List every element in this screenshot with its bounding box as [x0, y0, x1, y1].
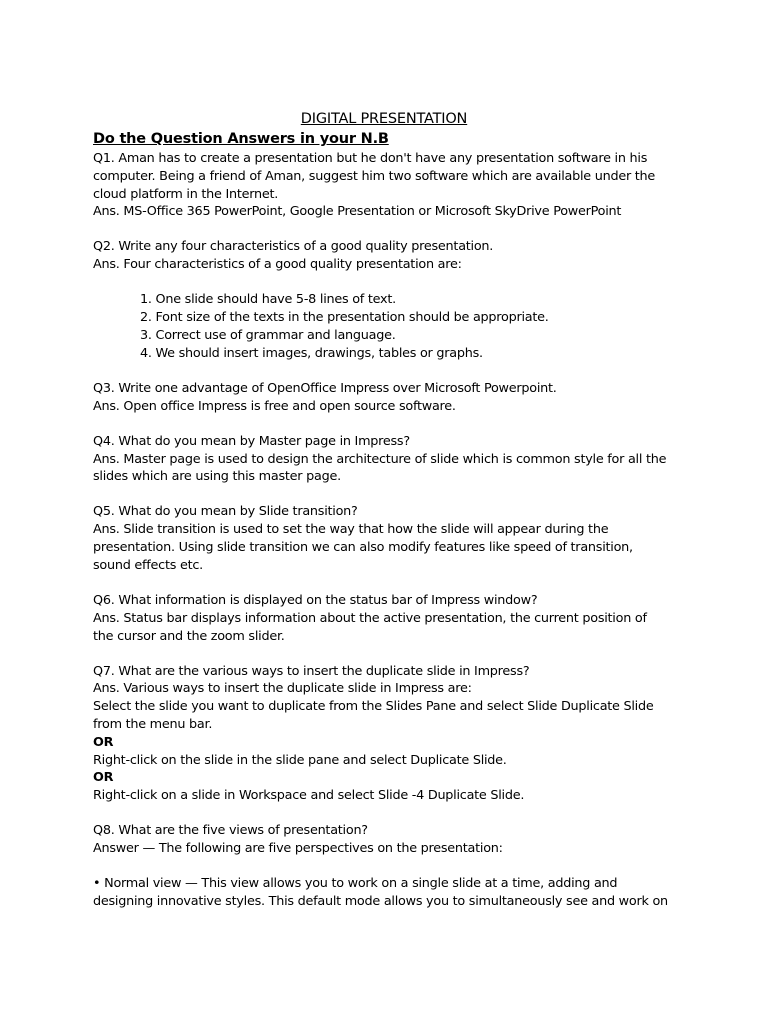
list-item: 3. Correct use of grammar and language.: [140, 327, 396, 343]
question-block-q8: [93, 822, 683, 910]
q7-way-1-line: Select the slide you want to duplicate from the Slides Pane and select Slide Duplicate Slide: [93, 699, 654, 715]
q4-answer-line: Ans. Master page is used to design the architecture of slide which is common style for all the: [93, 451, 667, 467]
q7-or-separator: OR: [93, 770, 114, 786]
q1-question-line: cloud platform in the Internet.: [93, 186, 279, 202]
question-block-q1: [93, 150, 683, 221]
q7-or-separator: OR: [93, 734, 114, 750]
q1-answer: Ans. MS-Office 365 PowerPoint, Google Presentation or Microsoft SkyDrive PowerPoint: [93, 204, 622, 220]
q7-question: Q7. What are the various ways to insert the duplicate slide in Impress?: [93, 663, 530, 679]
list-item: 2. Font size of the texts in the presentation should be appropriate.: [140, 310, 549, 326]
q5-answer-line: presentation. Using slide transition we can also modify features like speed of transition,: [93, 540, 633, 556]
question-block-q5: [93, 503, 683, 574]
question-block-q4: [93, 433, 683, 486]
question-block-q7: [93, 663, 683, 805]
q7-way-2: Right-click on the slide in the slide pane and select Duplicate Slide.: [93, 752, 507, 768]
q1-question-line: Q1. Aman has to create a presentation but he don't have any presentation software in his: [93, 151, 648, 166]
q2-answer-intro: Ans. Four characteristics of a good quality presentation are:: [93, 257, 462, 273]
q4-answer-line: slides which are using this master page.: [93, 469, 341, 485]
list-item: 4. We should insert images, drawings, tables or graphs.: [140, 345, 483, 361]
q5-answer-line: sound effects etc.: [93, 557, 203, 573]
q2-characteristics-list: [93, 291, 683, 362]
q6-question: Q6. What information is displayed on the status bar of Impress window?: [93, 592, 538, 608]
list-item: 1. One slide should have 5-8 lines of text.: [140, 292, 396, 308]
q8-question: Q8. What are the five views of presentation?: [93, 823, 368, 839]
question-block-q3: [93, 380, 683, 416]
q3-answer: Ans. Open office Impress is free and open source software.: [93, 398, 456, 414]
document-subtitle: Do the Question Answers in your N.B: [93, 131, 389, 147]
q1-question-line: computer. Being a friend of Aman, suggest him two software which are available under the: [93, 168, 656, 184]
q5-answer-line: Ans. Slide transition is used to set the way that how the slide will appear during the: [93, 522, 609, 538]
q4-question: Q4. What do you mean by Master page in Impress?: [93, 433, 410, 449]
q6-answer-line: Ans. Status bar displays information about the active presentation, the current position of: [93, 610, 647, 626]
question-block-q2: [93, 238, 683, 362]
q8-view-1-line: • Normal view — This view allows you to work on a single slide at a time, adding and: [93, 876, 618, 892]
q3-question: Q3. Write one advantage of OpenOffice Impress over Microsoft Powerpoint.: [93, 380, 557, 396]
q7-answer-intro: Ans. Various ways to insert the duplicate slide in Impress are:: [93, 681, 472, 697]
q5-question: Q5. What do you mean by Slide transition?: [93, 504, 358, 520]
q7-way-3: Right-click on a slide in Workspace and select Slide -4 Duplicate Slide.: [93, 788, 525, 804]
q2-question: Q2. Write any four characteristics of a good quality presentation.: [93, 239, 494, 255]
q8-view-1-line: designing innovative styles. This default mode allows you to simultaneously see and work on: [93, 893, 668, 909]
q6-answer-line: the cursor and the zoom slider.: [93, 628, 285, 644]
q7-way-1-line: from the menu bar.: [93, 717, 213, 732]
document-body: [93, 150, 683, 911]
q8-answer-intro: Answer — The following are five perspectives on the presentation:: [93, 841, 503, 857]
document-title: DIGITAL PRESENTATION: [300, 111, 468, 127]
question-block-q6: [93, 592, 683, 645]
